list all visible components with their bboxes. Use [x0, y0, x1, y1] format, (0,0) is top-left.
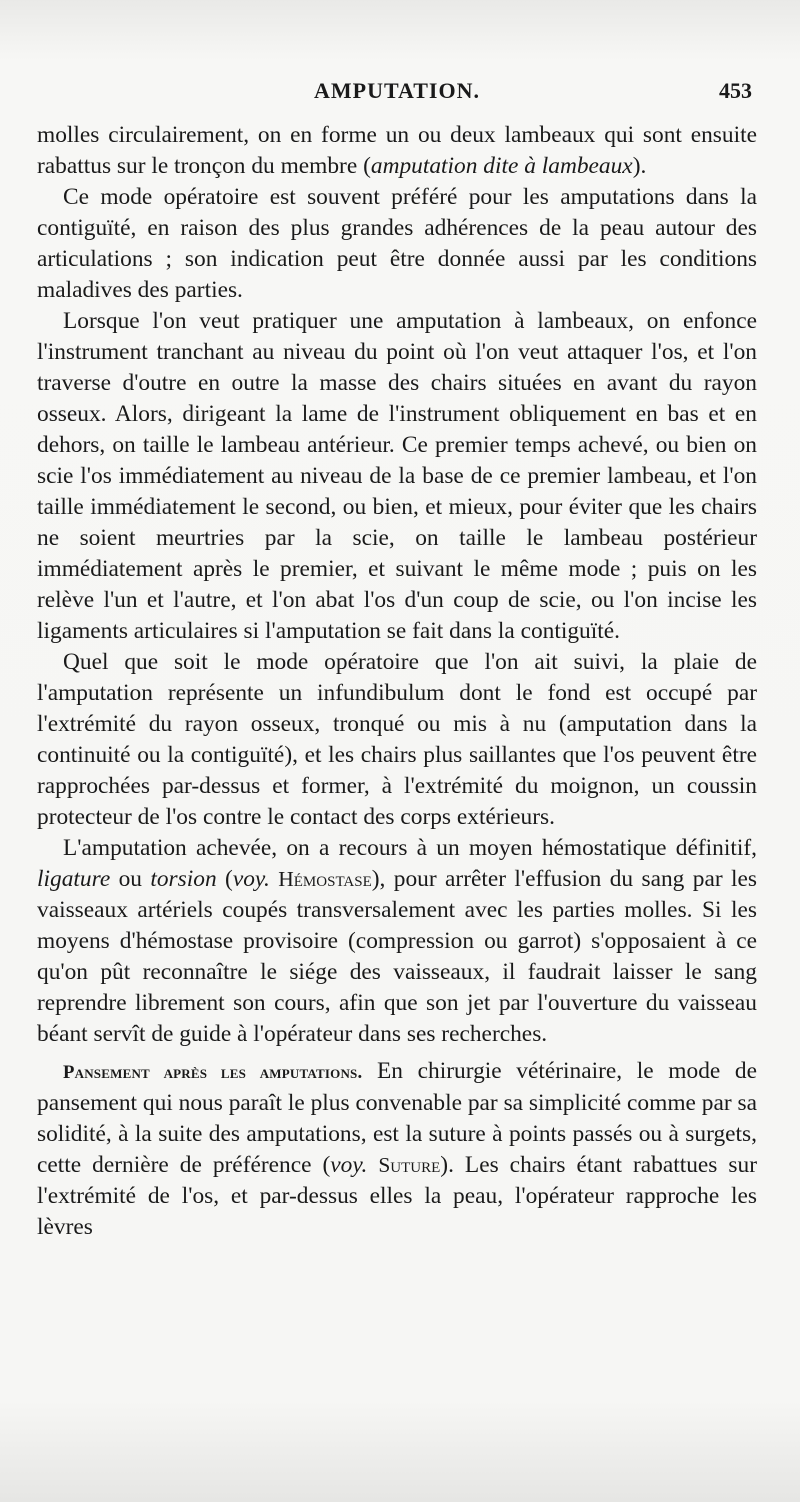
- paragraph-6-text-a: En chirurgie vétérinaire, le mode de pansement qui nous paraît le plus convenable par sa simplicité comme par sa solidité, à la suite des amputations, est la suture à points passés ou à surgets, cette dernière de préférence (: [37, 1058, 757, 1178]
- paragraph-5-voy: voy.: [232, 866, 270, 892]
- body-text: [37, 120, 757, 1243]
- paragraph-5: [37, 833, 757, 1050]
- running-head: [36, 78, 758, 112]
- paragraph-1-italic: amputation dite à lambeaux: [370, 153, 633, 179]
- paragraph-2: Ce mode opératoire est souvent préféré pour les amputations dans la contiguïté, en raison des plus grandes adhérences de la peau autour des articulations ; son indication peut être donnée aussi par les conditions maladives des parties.: [37, 184, 757, 303]
- paragraph-5-ligature: ligature: [37, 866, 111, 892]
- paragraph-6-text-e: ). Les chairs étant rabattues sur l'extrémité de l'os, et par-dessus elles la peau, l'opérateur rapproche les lèvres: [37, 1152, 757, 1240]
- page-number: 453: [719, 78, 752, 103]
- paragraph-6: [37, 1056, 757, 1243]
- paragraph-1-text-a: molles circulairement, on en forme un ou deux lambeaux qui sont ensuite rabattus sur le tronçon du membre (: [37, 122, 757, 179]
- paragraph-5-text-i: ), pour arrêter l'effusion du sang par les vaisseaux artériels coupés transversalement avec les parties molles. Si les moyens d'hémostase provisoire (compression ou garrot) s'opposaient à ce qu'on pût reconnaître le siége des vaisseaux, il faudrait laisser le sang reprendre librement son cours, afin que son jet par l'ouverture du vaisseau béant servît de guide à l'opérateur dans ses recherches.: [37, 866, 757, 1047]
- paragraph-1-text-c: ).: [632, 153, 647, 179]
- paragraph-6-text-c: [367, 1152, 378, 1178]
- paragraph-5-cross-reference: Hémostase: [278, 867, 372, 891]
- run-in-heading: Pansement après les amputations.: [63, 1062, 363, 1083]
- paragraph-5-text-a: L'amputation achevée, on a recours à un moyen hémostatique définitif,: [63, 835, 757, 861]
- paragraph-6-voy: voy.: [330, 1152, 368, 1178]
- paragraph-5-text-c: ou: [110, 866, 151, 892]
- paragraph-4: Quel que soit le mode opératoire que l'on ait suivi, la plaie de l'amputation représente un infundibulum dont le fond est occupé par l'extrémité du rayon osseux, tronqué ou mis à nu (amputation dans la continuité ou la contiguïté), et les chairs plus saillantes que l'os peuvent être rapprochées par-dessus et former, à l'extrémité du moignon, un coussin protecteur de l'os contre le contact des corps extérieurs.: [37, 649, 757, 830]
- running-title: AMPUTATION.: [313, 78, 480, 103]
- paragraph-5-text-e: (: [216, 866, 233, 892]
- paragraph-5-torsion: torsion: [150, 866, 217, 892]
- paragraph-5-text-g: [270, 866, 278, 892]
- paragraph-3: Lorsque l'on veut pratiquer une amputation à lambeaux, on enfonce l'instrument tranchant au niveau du point où l'on veut attaquer l'os, et l'on traverse d'outre en outre la masse des chairs situées en avant du rayon osseux. Alors, dirigeant la lame de l'instrument obliquement en bas et en dehors, on taille le lambeau antérieur. Ce premier temps achevé, ou bien on scie l'os immédiatement au niveau de la base de ce premier lambeau, et l'on taille immédiatement le second, ou bien, et mieux, pour éviter que les chairs ne soient meurtries par la scie, on taille le lambeau postérieur immédiatement après le premier, et suivant le même mode ; puis on les relève l'un et l'autre, et l'on abat l'os d'un coup de scie, ou l'on incise les ligaments articulaires si l'amputation se fait dans la contiguïté.: [37, 308, 757, 644]
- paragraph-1: [37, 120, 757, 182]
- paragraph-6-cross-reference: Suture: [378, 1153, 441, 1177]
